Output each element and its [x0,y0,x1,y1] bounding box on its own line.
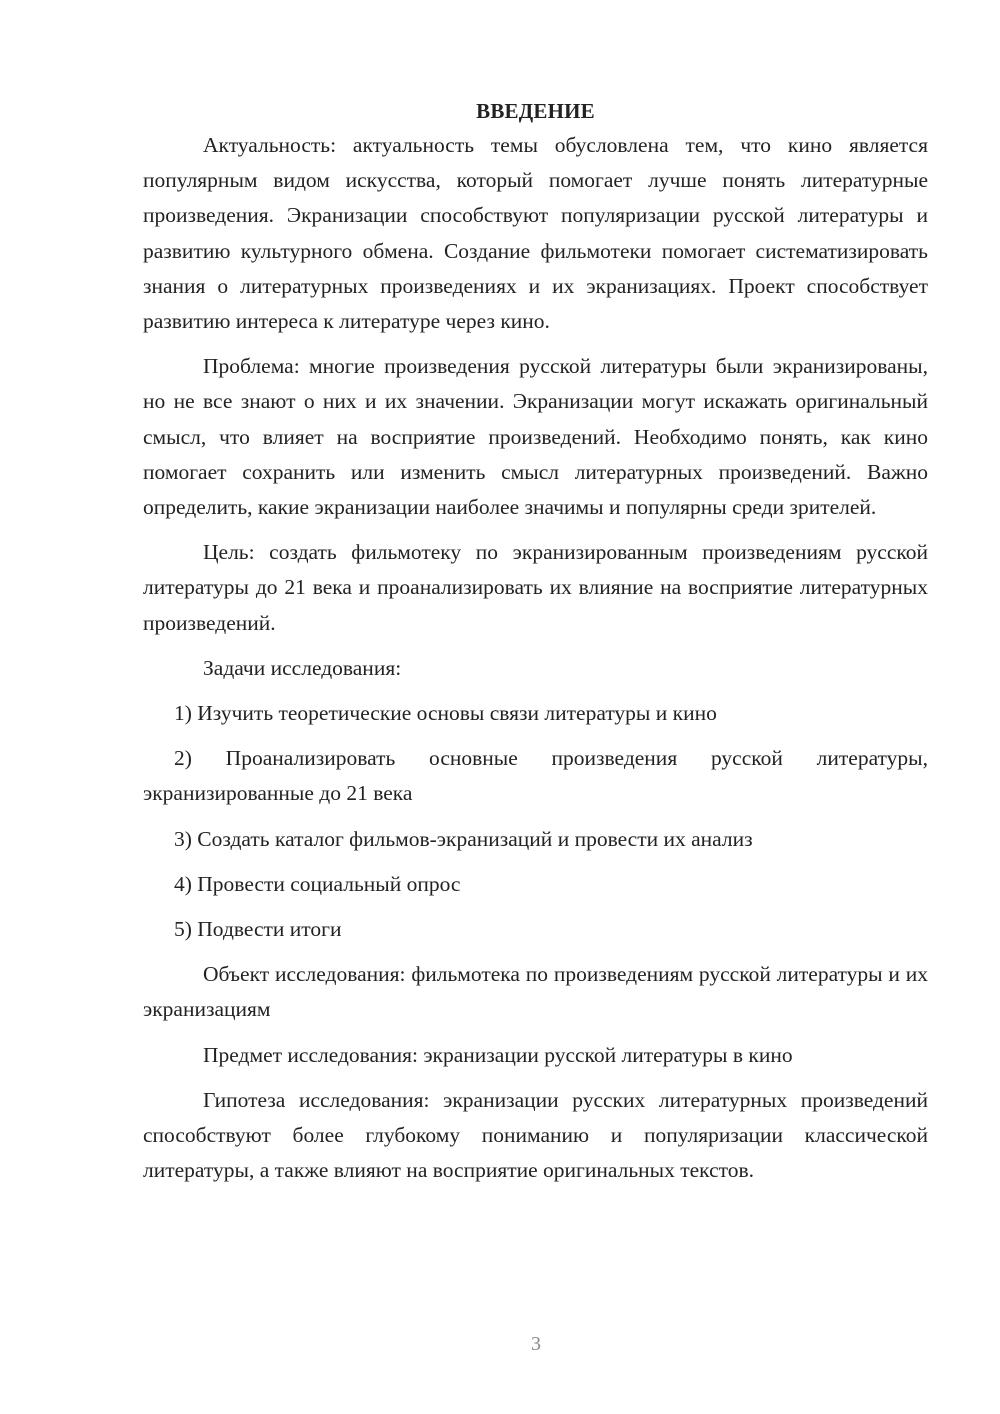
document-body [143,94,928,1198]
paragraph-goal: Цель: создать фильмотеку по экранизированным произведениям русской литературы до 21 века и проанализировать их влияние на восприятие литературных произведений. [143,540,928,635]
task-item-4: 4) Провести социальный опрос [174,871,461,896]
paragraph-hypothesis: Гипотеза исследования: экранизации русских литературных произведений способствуют более глубокому пониманию и популяризации классической литературы, а также влияют на восприятие оригинальных текстов. [143,1087,928,1183]
paragraph-problem: Проблема: многие произведения русской литературы были экранизированы, но не все знают о них и их значении. Экранизации могут искажать оригинальный смысл, что влияет на восприятие произведений. Необходимо понять, как кино помогает сохранить или изменить смысл литературных произведений. Важно определить, какие экранизации наиболее значимы и популярны среди зрителей. [143,354,928,520]
tasks-heading: Задачи исследования: [203,655,402,680]
page-title: ВВЕДЕНИЕ [476,99,595,123]
task-item-1: 1) Изучить теоретические основы связи литературы и кино [174,701,717,726]
task-item-2: 2) Проанализировать основные произведения русской литературы, экранизированные до 21 века [143,746,928,806]
task-item-5: 5) Подвести итоги [174,917,342,942]
paragraph-relevance: Актуальность: актуальность темы обусловлена тем, что кино является популярным видом искусства, который помогает лучше понять литературные произведения. Экранизации способствуют популяризации русской литературы и развитию культурного обмена. Создание фильмотеки помогает систематизировать знания о литературных произведениях и их экранизациях. Проект способствует развитию интереса к литературе через кино. [143,133,928,334]
page-number: 3 [531,1333,541,1355]
paragraph-object: Объект исследования: фильмотека по произведениям русской литературы и их экранизациям [143,962,928,1022]
task-item-3: 3) Создать каталог фильмов-экранизаций и провести их анализ [174,826,753,851]
paragraph-subject: Предмет исследования: экранизации русской литературы в кино [203,1042,793,1067]
